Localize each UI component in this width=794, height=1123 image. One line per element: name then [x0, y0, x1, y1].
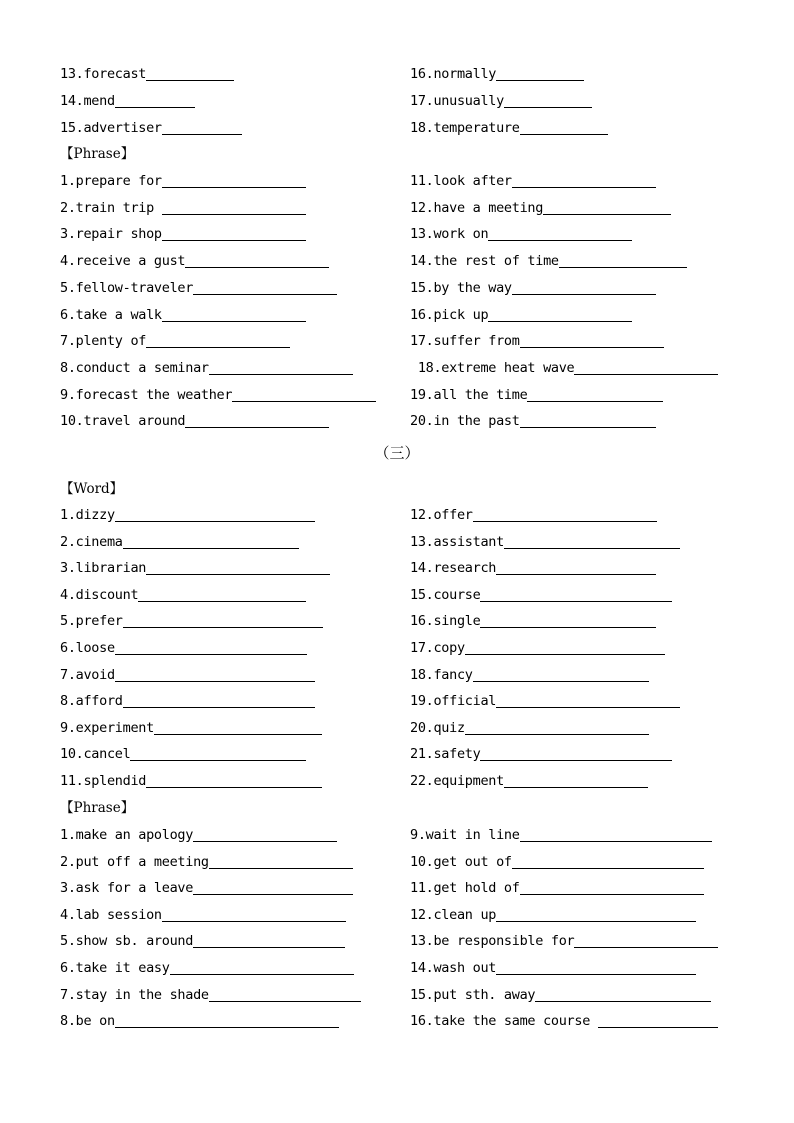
- item-label: 7.stay in the shade: [60, 986, 209, 1003]
- list-item: [60, 409, 329, 433]
- list-item: [410, 823, 712, 847]
- list-item: [410, 356, 718, 380]
- table-row: [0, 983, 794, 1007]
- answer-blank[interactable]: [170, 958, 354, 975]
- item-label: 2.cinema: [60, 533, 123, 550]
- table-row: [0, 116, 794, 140]
- item-label: 3.repair shop: [60, 226, 162, 243]
- answer-blank[interactable]: [465, 718, 649, 735]
- table-row: [0, 303, 794, 327]
- word-label: 14.mend: [60, 93, 115, 109]
- list-item: [410, 716, 649, 740]
- answer-blank[interactable]: [496, 905, 696, 922]
- answer-blank[interactable]: [115, 505, 315, 522]
- list-item: [410, 742, 672, 766]
- list-item: [410, 329, 664, 353]
- table-row: [0, 1009, 794, 1033]
- list-item: [60, 556, 330, 580]
- table-row: [0, 89, 794, 113]
- list-item: [60, 903, 346, 927]
- answer-blank[interactable]: [162, 171, 306, 188]
- item-label: 6.take it easy: [60, 960, 170, 976]
- answer-blank[interactable]: [209, 852, 353, 869]
- item-label: 10.get out of: [410, 853, 512, 870]
- item-label: 15.put sth. away: [410, 986, 536, 1003]
- answer-blank[interactable]: [123, 691, 315, 708]
- item-label: 19.official: [410, 693, 497, 710]
- answer-blank[interactable]: [138, 585, 306, 602]
- word-label: 13.forecast: [60, 66, 147, 82]
- list-item: [60, 249, 329, 273]
- answer-blank[interactable]: [185, 251, 329, 268]
- list-item: [410, 556, 656, 580]
- table-row: [0, 583, 794, 607]
- word-label: 15.advertiser: [60, 120, 162, 136]
- answer-blank[interactable]: [209, 985, 361, 1002]
- item-label: 3.librarian: [60, 560, 147, 577]
- answer-blank[interactable]: [535, 985, 711, 1002]
- list-item: [410, 983, 711, 1007]
- answer-blank[interactable]: [146, 771, 322, 788]
- table-row: [0, 409, 794, 433]
- list-item: [60, 716, 322, 740]
- list-item: [410, 929, 718, 953]
- item-label: 9.forecast the weather: [60, 386, 233, 403]
- item-label: 2.train trip: [60, 199, 162, 216]
- item-label: 13.assistant: [410, 533, 504, 550]
- list-item: [60, 383, 376, 407]
- word-item: [60, 89, 195, 113]
- item-label: 8.be on: [60, 1013, 115, 1030]
- table-row: [0, 689, 794, 713]
- list-item: [410, 903, 696, 927]
- list-item: [60, 276, 337, 300]
- answer-blank[interactable]: [193, 825, 337, 842]
- list-item: [410, 196, 671, 220]
- answer-blank[interactable]: [512, 278, 656, 295]
- answer-blank[interactable]: [480, 585, 672, 602]
- table-row: [0, 929, 794, 953]
- answer-blank[interactable]: [162, 905, 346, 922]
- word-label: 16.normally: [410, 66, 497, 82]
- list-item: [410, 249, 687, 273]
- list-item: [410, 503, 657, 527]
- answer-blank[interactable]: [115, 638, 307, 655]
- list-item: [410, 276, 656, 300]
- list-item: [60, 823, 337, 847]
- answer-blank[interactable]: [146, 558, 330, 575]
- answer-blank[interactable]: [527, 385, 663, 402]
- list-item: [410, 663, 649, 687]
- answer-blank[interactable]: [598, 1011, 718, 1028]
- section-title: （三）: [374, 444, 420, 462]
- item-label: 14.wash out: [410, 960, 497, 976]
- answer-blank[interactable]: [496, 958, 696, 975]
- table-row: [0, 196, 794, 220]
- item-label: 7.plenty of: [60, 333, 147, 350]
- word-heading: 【Word】: [60, 481, 124, 497]
- table-row: [0, 876, 794, 900]
- table-row: [0, 850, 794, 874]
- item-label: 2.put off a meeting: [60, 853, 209, 870]
- answer-blank[interactable]: [480, 744, 672, 761]
- item-label: 1.make an apology: [60, 827, 194, 843]
- table-row: [0, 249, 794, 273]
- list-item: [60, 636, 307, 660]
- item-label: 10.travel around: [60, 413, 186, 430]
- item-label: 18.fancy: [410, 666, 473, 683]
- list-item: [410, 383, 663, 407]
- item-label: 7.avoid: [60, 666, 115, 683]
- answer-blank[interactable]: [496, 558, 656, 575]
- answer-blank[interactable]: [496, 691, 680, 708]
- answer-blank[interactable]: [162, 198, 306, 215]
- table-row: [0, 663, 794, 687]
- list-item: [410, 409, 656, 433]
- answer-blank[interactable]: [465, 638, 665, 655]
- item-label: 11.splendid: [60, 773, 147, 789]
- answer-blank[interactable]: [520, 878, 704, 895]
- item-label: 9.experiment: [60, 719, 154, 736]
- table-row: [0, 716, 794, 740]
- table-row: [0, 769, 794, 793]
- item-label: 13.be responsible for: [410, 933, 575, 950]
- list-item: [410, 636, 665, 660]
- answer-blank[interactable]: [162, 118, 242, 135]
- item-label: 5.fellow-traveler: [60, 279, 194, 296]
- item-label: 20.quiz: [410, 719, 465, 736]
- list-item: [60, 503, 315, 527]
- answer-blank[interactable]: [185, 411, 329, 428]
- answer-blank[interactable]: [496, 64, 584, 81]
- table-row: [0, 742, 794, 766]
- list-item: [410, 1009, 718, 1033]
- answer-blank[interactable]: [232, 385, 376, 402]
- list-item: [60, 689, 315, 713]
- list-item: [410, 303, 632, 327]
- word-item: [410, 116, 608, 140]
- item-label: 4.lab session: [60, 906, 162, 923]
- answer-blank[interactable]: [520, 331, 664, 348]
- answer-blank[interactable]: [504, 771, 648, 788]
- list-item: [60, 196, 306, 220]
- item-label: 12.have a meeting: [410, 199, 544, 216]
- list-item: [410, 876, 704, 900]
- list-item: [60, 583, 306, 607]
- answer-blank[interactable]: [574, 358, 718, 375]
- item-label: 8.conduct a seminar: [60, 359, 209, 376]
- item-label: 16.take the same course: [410, 1013, 598, 1030]
- list-item: [60, 609, 323, 633]
- table-row: [0, 383, 794, 407]
- table-row: [0, 329, 794, 353]
- word-item: [410, 62, 584, 86]
- answer-blank[interactable]: [559, 251, 687, 268]
- table-row: [0, 276, 794, 300]
- list-item: [410, 222, 632, 246]
- item-label: 20.in the past: [410, 413, 520, 430]
- list-item: [60, 303, 306, 327]
- list-item: [60, 769, 322, 793]
- answer-blank[interactable]: [488, 305, 632, 322]
- list-item: [410, 583, 672, 607]
- item-label: 13.work on: [410, 226, 489, 243]
- table-row: [0, 956, 794, 980]
- item-label: 14.the rest of time: [410, 253, 559, 270]
- table-row: [0, 530, 794, 554]
- list-item: [60, 169, 306, 193]
- table-row: [0, 356, 794, 380]
- answer-blank[interactable]: [504, 91, 592, 108]
- item-label: 10.cancel: [60, 746, 131, 763]
- answer-blank[interactable]: [193, 278, 337, 295]
- item-label: 14.research: [410, 560, 497, 577]
- table-row: [0, 903, 794, 927]
- item-label: 11.get hold of: [410, 880, 520, 897]
- list-item: [60, 329, 290, 353]
- answer-blank[interactable]: [480, 611, 656, 628]
- word-label: 17.unusually: [410, 93, 504, 109]
- item-label: 3.ask for a leave: [60, 880, 194, 897]
- item-label: 17.copy: [410, 640, 465, 656]
- list-item: [60, 983, 361, 1007]
- answer-blank[interactable]: [543, 198, 671, 215]
- list-item: [60, 929, 345, 953]
- table-row: [0, 609, 794, 633]
- list-item: [60, 876, 353, 900]
- item-label: 4.receive a gust: [60, 253, 186, 270]
- list-item: [60, 356, 353, 380]
- answer-blank[interactable]: [512, 171, 656, 188]
- item-label: 9.wait in line: [410, 827, 520, 843]
- list-item: [60, 530, 299, 554]
- answer-blank[interactable]: [123, 532, 299, 549]
- item-label: 16.pick up: [410, 306, 489, 323]
- item-label: 18.extreme heat wave: [410, 359, 575, 376]
- table-row: [0, 503, 794, 527]
- answer-blank[interactable]: [574, 931, 718, 948]
- table-row: [0, 62, 794, 86]
- item-label: 19.all the time: [410, 386, 528, 403]
- item-label: 22.equipment: [410, 773, 504, 789]
- answer-blank[interactable]: [473, 505, 657, 522]
- item-label: 21.safety: [410, 746, 481, 763]
- item-label: 5.prefer: [60, 613, 123, 630]
- answer-blank[interactable]: [146, 64, 234, 81]
- item-label: 16.single: [410, 613, 481, 630]
- item-label: 1.dizzy: [60, 507, 115, 523]
- answer-blank[interactable]: [115, 1011, 339, 1028]
- answer-blank[interactable]: [193, 931, 345, 948]
- answer-blank[interactable]: [520, 118, 608, 135]
- list-item: [60, 663, 315, 687]
- item-label: 15.by the way: [410, 279, 512, 296]
- answer-blank[interactable]: [115, 665, 315, 682]
- item-label: 5.show sb. around: [60, 933, 194, 950]
- phrase-heading: 【Phrase】: [60, 146, 135, 162]
- item-label: 6.loose: [60, 640, 115, 656]
- answer-blank[interactable]: [520, 411, 656, 428]
- item-label: 11.look after: [410, 173, 512, 189]
- list-item: [60, 222, 306, 246]
- table-row: [0, 823, 794, 847]
- word-item: [410, 89, 592, 113]
- answer-blank[interactable]: [473, 665, 649, 682]
- item-label: 8.afford: [60, 693, 123, 710]
- answer-blank[interactable]: [488, 224, 632, 241]
- list-item: [60, 956, 354, 980]
- answer-blank[interactable]: [162, 305, 306, 322]
- list-item: [410, 169, 656, 193]
- list-item: [410, 530, 680, 554]
- list-item: [410, 689, 680, 713]
- list-item: [60, 850, 353, 874]
- answer-blank[interactable]: [504, 532, 680, 549]
- list-item: [60, 1009, 339, 1033]
- answer-blank[interactable]: [512, 852, 704, 869]
- table-row: [0, 556, 794, 580]
- item-label: 4.discount: [60, 586, 139, 603]
- answer-blank[interactable]: [520, 825, 712, 842]
- list-item: [410, 769, 648, 793]
- answer-blank[interactable]: [154, 718, 322, 735]
- answer-blank[interactable]: [115, 91, 195, 108]
- answer-blank[interactable]: [209, 358, 353, 375]
- item-label: 15.course: [410, 586, 481, 603]
- answer-blank[interactable]: [123, 611, 323, 628]
- list-item: [410, 609, 656, 633]
- answer-blank[interactable]: [193, 878, 353, 895]
- list-item: [410, 956, 696, 980]
- item-label: 17.suffer from: [410, 333, 520, 350]
- item-label: 12.clean up: [410, 906, 497, 923]
- item-label: 1.prepare for: [60, 173, 162, 189]
- list-item: [60, 742, 306, 766]
- answer-blank[interactable]: [162, 224, 306, 241]
- answer-blank[interactable]: [130, 744, 306, 761]
- answer-blank[interactable]: [146, 331, 290, 348]
- item-label: 6.take a walk: [60, 306, 162, 323]
- table-row: [0, 169, 794, 193]
- table-row: [0, 222, 794, 246]
- table-row: [0, 636, 794, 660]
- word-item: [60, 116, 242, 140]
- word-item: [60, 62, 234, 86]
- item-label: 12.offer: [410, 507, 473, 523]
- list-item: [410, 850, 704, 874]
- word-label: 18.temperature: [410, 120, 520, 136]
- phrase-heading: 【Phrase】: [60, 800, 135, 816]
